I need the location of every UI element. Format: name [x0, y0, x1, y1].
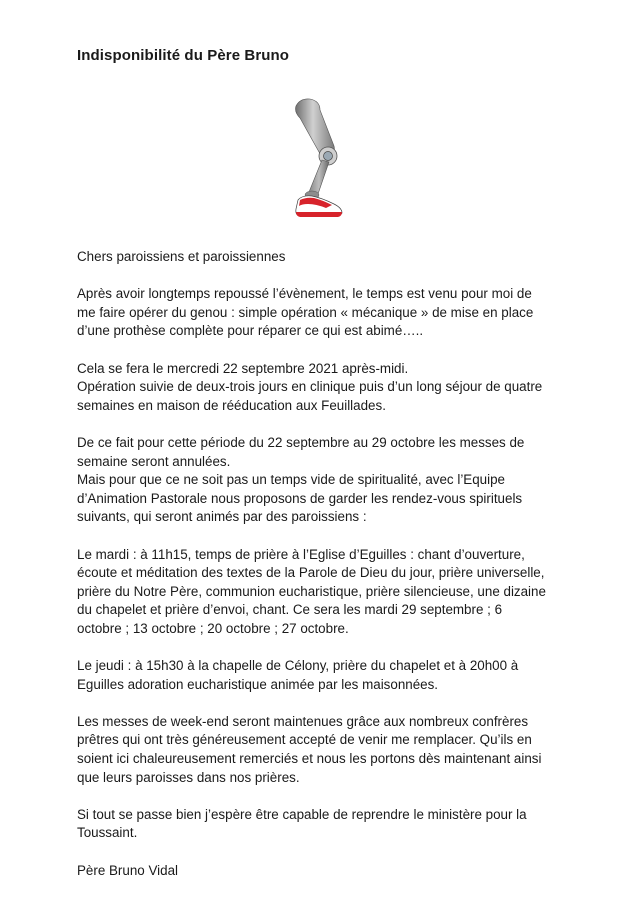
- paragraph: [77, 713, 567, 787]
- prosthetic-leg-drawing: [282, 96, 352, 222]
- paragraph-list: [77, 285, 567, 843]
- paragraph: [77, 546, 567, 639]
- paragraph-line: Eguilles adoration eucharistique animée par les maisonnées.: [77, 676, 439, 692]
- paragraph-line: Si tout se passe bien j’espère être capable de reprendre le ministère pour la: [77, 806, 527, 822]
- paragraph: [77, 285, 567, 341]
- shin-pylon: [309, 160, 329, 194]
- knee-bolt: [324, 152, 333, 161]
- prosthetic-leg-icon: [282, 96, 352, 222]
- paragraph-line: Le mardi : à 11h15, temps de prière à l’Eglise d’Eguilles : chant d’ouverture,: [77, 546, 525, 562]
- paragraph-line: De ce fait pour cette période du 22 septembre au 29 octobre les messes de: [77, 434, 525, 450]
- paragraph-line: Cela se fera le mercredi 22 septembre 2021 après-midi.: [77, 360, 409, 376]
- signature: [77, 862, 567, 881]
- paragraph-line: semaines en maison de rééducation aux Feuillades.: [77, 397, 386, 413]
- paragraph: [77, 360, 567, 416]
- greeting: [77, 248, 567, 267]
- greeting-line: Chers paroissiens et paroissiennes: [77, 249, 286, 264]
- paragraph-line: Mais pour que ce ne soit pas un temps vide de spiritualité, avec l’Equipe: [77, 472, 505, 488]
- letter-body: [77, 248, 567, 899]
- signature-line: Père Bruno Vidal: [77, 862, 178, 878]
- shoe-sole: [296, 212, 342, 217]
- paragraph: [77, 434, 567, 527]
- paragraph-line: d’une prothèse complète pour réparer ce qui est abimé…..: [77, 323, 424, 339]
- paragraph-line: me faire opérer du genou : simple opération « mécanique » de mise en place: [77, 304, 534, 320]
- paragraph: [77, 806, 567, 843]
- paragraph-line: prêtres qui ont très généreusement accepté de venir me remplacer. Qu’ils en: [77, 732, 532, 748]
- paragraph-line: prière du Notre Père, communion eucharistique, prière silencieuse, une dizaine: [77, 583, 546, 599]
- paragraph-line: Toussaint.: [77, 825, 138, 841]
- paragraph-line: Le jeudi : à 15h30 à la chapelle de Célony, prière du chapelet et à 20h00 à: [77, 658, 519, 674]
- paragraph-line: du chapelet et prière d’envoi, chant. Ce sera les mardi 29 septembre ; 6: [77, 602, 503, 618]
- paragraph-line: octobre ; 13 octobre ; 20 octobre ; 27 octobre.: [77, 620, 349, 636]
- paragraph-line: soient ici chaleureusement remerciés et nous les portons dès maintenant ainsi: [77, 751, 542, 767]
- paragraph-line: Opération suivie de deux-trois jours en clinique puis d’un long séjour de quatre: [77, 379, 543, 395]
- page-title: Indisponibilité du Père Bruno: [77, 47, 290, 64]
- paragraph-line: que leurs paroisses dans nos prières.: [77, 769, 300, 785]
- paragraph-line: semaine seront annulées.: [77, 453, 231, 469]
- paragraph-line: Les messes de week-end seront maintenues grâce aux nombreux confrères: [77, 713, 529, 729]
- paragraph-line: Après avoir longtemps repoussé l’évènement, le temps est venu pour moi de: [77, 286, 532, 302]
- paragraph-line: suivants, qui seront animés par des paroissiens :: [77, 509, 367, 525]
- paragraph-line: écoute et méditation des textes de la Parole de Dieu du jour, prière universelle,: [77, 565, 545, 581]
- paragraph: [77, 657, 567, 694]
- paragraph-line: d’Animation Pastorale nous proposons de garder les rendez-vous spirituels: [77, 490, 523, 506]
